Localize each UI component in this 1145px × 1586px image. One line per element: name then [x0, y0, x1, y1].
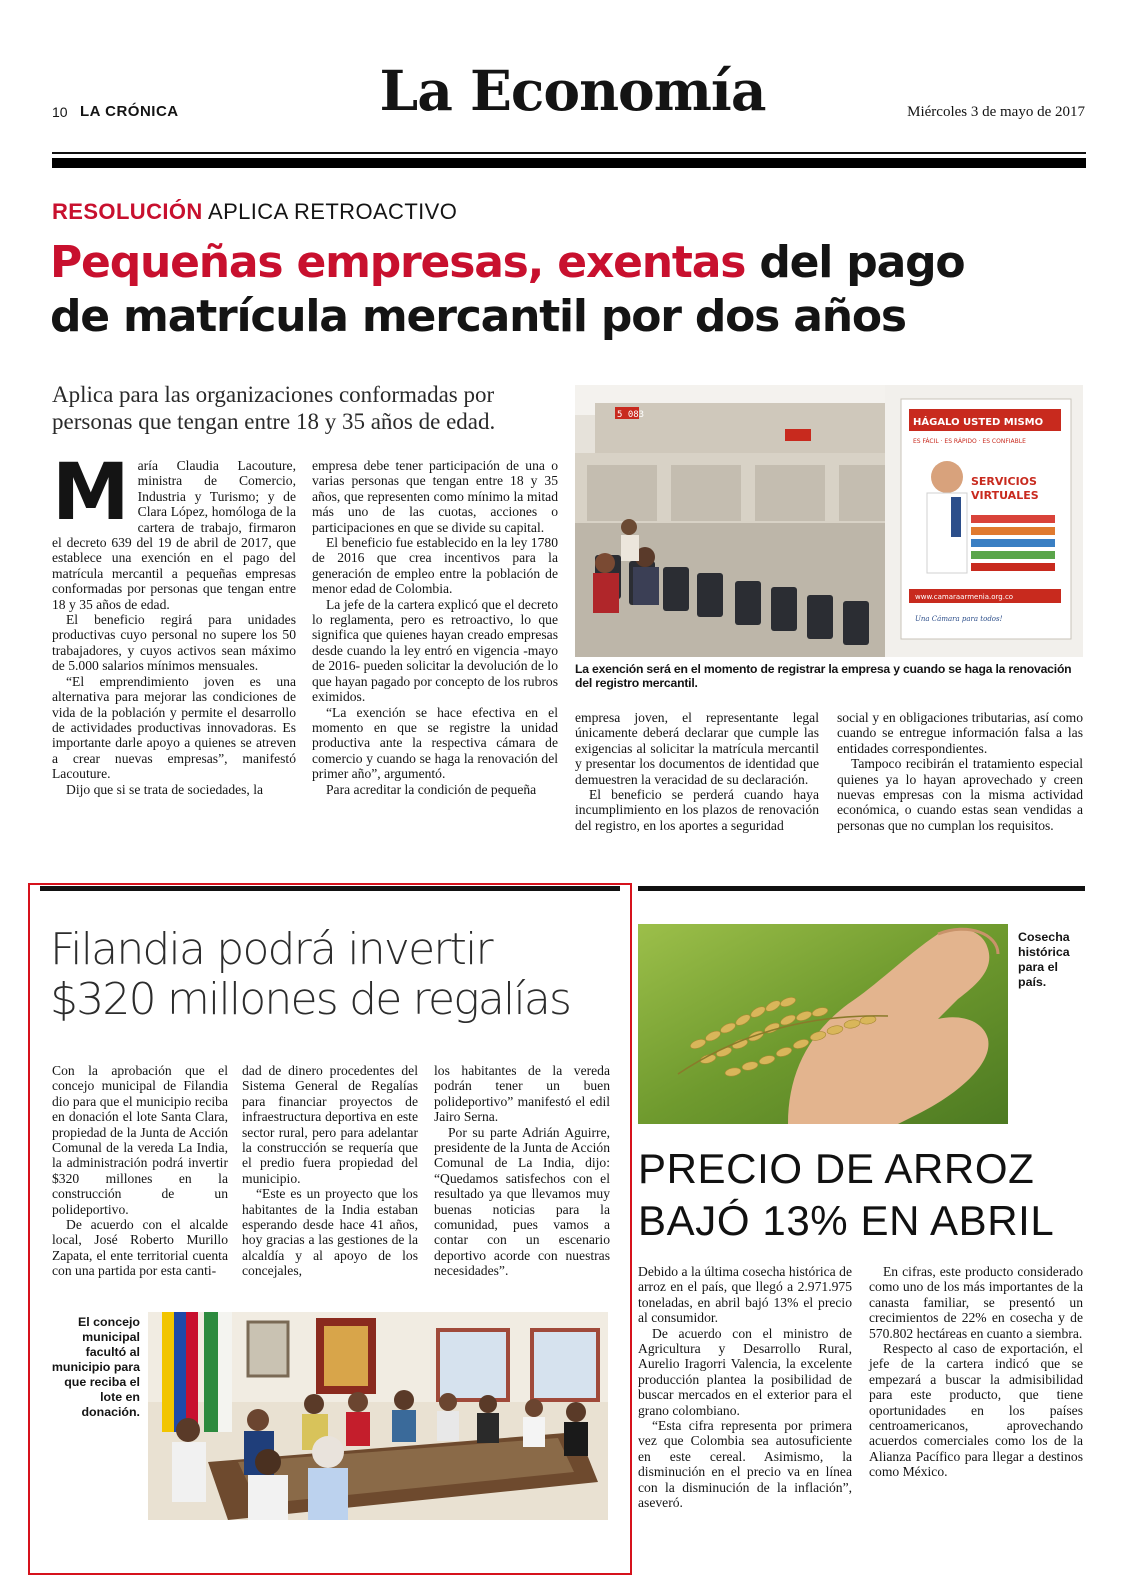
paragraph: El beneficio se perderá cuando haya incumplimiento en los plazos de renovación del registro, en los aportes a seguridad [575, 787, 819, 833]
kicker-subtitle: APLICA RETROACTIVO [208, 199, 458, 224]
paragraph: El beneficio fue establecido en la ley 1780 de 2016 que crea incentivos para la generación de empleo entre la población de menor edad de Colombia. [312, 535, 558, 597]
main-column-3 [575, 710, 819, 833]
filandia-headline-line-1: Filandia podrá invertir [50, 924, 492, 975]
paragraph: “Este es un proyecto que los habitantes de la India estaban esperando desde hace 41 años, hoy gracias a las gestiones de la alcaldía y al apoyo de los concejales, [242, 1186, 418, 1279]
headline-line-2: de matrícula mercantil por dos años [50, 291, 906, 342]
page-number: 10 [52, 104, 68, 120]
paragraph: los habitantes de la vereda podrán tener un buen polideportivo” manifestó el edil Jairo Serna. [434, 1063, 610, 1125]
poster-url: www.camaraarmenia.org.co [915, 593, 1014, 601]
headline-black-part: del pago [759, 237, 965, 288]
drop-cap: M [52, 448, 130, 538]
paragraph: El beneficio regirá para unidades productivas cuyo personal no supere los 50 trabajadores, y cuyos activos sean máximo de 5.000 salarios mínimos mensuales. [52, 612, 296, 674]
paragraph: “La exención se hace efectiva en el momento en que se registre la unidad productiva ante la respectiva cámara de comercio y cuando se haga la renovación del primer año”, argumentó. [312, 704, 558, 782]
poster-tagline: Una Cámara para todos! [915, 615, 1003, 623]
paragraph: María Claudia Lacouture, ministra de Comercio, Industria y Turismo; y de Clara López, homóloga de la cartera de trabajo, firmaron el decreto 639 del 19 de abril de 2017, que establece una exención en el pago del matrícula mercantil a pequeñas empresas conformadas por personas que tengan entre 18 y 35 años de edad. [52, 448, 296, 612]
paragraph: “El emprendimiento joven es una alternativa para mejorar las condiciones de vida de la población y permite el desarrollo de actividades productivas innovadoras. Es importante darle apoyo a quienes se atreven a crear nuevas empresas”, manifestó Lacouture. [52, 673, 296, 782]
paragraph: Dijo que si se trata de sociedades, la [66, 781, 264, 797]
paragraph: social y en obligaciones tributarias, así como cuando se entregue información falsa a las entidades correspondientes. [837, 710, 1083, 756]
rice-hand-illustration [638, 924, 1008, 1124]
arroz-column-1 [638, 1264, 852, 1511]
paragraph: Por su parte Adrián Aguirre, presidente de la Junta de Acción Comunal de La India, dijo: “Quedamos satisfechos con el resultado ya que llevamos muy buenas noticias para la comunidad, pues vamos a contar con un escenario deportivo acorde con nuestras necesidades”. [434, 1124, 610, 1279]
arroz-column-2 [869, 1264, 1083, 1480]
headline-red-part: Pequeñas empresas, exentas [50, 237, 746, 288]
council-meeting-illustration [148, 1312, 608, 1520]
paragraph: En cifras, este producto considerado como uno de los más importantes de la canasta familiar, se presentó un crecimientos de 22% en cosecha y de 570.802 hectáreas en cuanto a siembra. [869, 1264, 1083, 1341]
section-title: La Economía [379, 58, 766, 123]
story-kicker [52, 199, 457, 225]
paragraph: De acuerdo con el alcalde local, José Roberto Murillo Zapata, el ente territorial cuenta con una partida por esta canti- [52, 1217, 228, 1279]
rice-harvest-photo [638, 924, 1008, 1124]
paragraph: Para acreditar la condición de pequeña [326, 781, 537, 797]
paragraph: De acuerdo con el ministro de Agricultura y Desarrollo Rural, Aurelio Iragorri Valencia, la excelente producción plantea la posibilidad de buscar mercados en el exterior para el grano colombiano. [638, 1325, 852, 1418]
main-column-1 [52, 448, 296, 797]
issue-date: Miércoles 3 de mayo de 2017 [907, 104, 1085, 120]
story-deck: Aplica para las organizaciones conformadas por personas que tengan entre 18 y 35 años de edad. [52, 382, 496, 434]
filandia-top-rule [40, 886, 620, 891]
poster-heading: HÁGALO USTED MISMO [913, 417, 1044, 428]
counter-number: 5 083 [617, 410, 645, 420]
paragraph: Respecto al caso de exportación, el jefe de la cartera indicó que se empezará a buscar la admisibilidad para este producto, que tiene oportunidades en los países centroamericanos, aprovechando acuerdos comerciales como los de la Alianza Pacífico para llegar a destinos como México. [869, 1341, 1083, 1480]
paragraph: empresa debe tener participación de una o varias personas que tengan entre 18 y 35 años, que representen como mínimo la mitad más uno de las cuotas, acciones o participaciones en que se divide su capital. [312, 458, 558, 535]
paragraph: Tampoco recibirán el tratamiento especial quienes ya lo hayan aprovechado y creen nuevas empresas con la misma actividad económica, o cuando estas sean vendidas a personas que no cumplan los requisitos. [837, 756, 1083, 833]
office-illustration [575, 385, 1083, 657]
arroz-headline [638, 1143, 1098, 1247]
masthead-rule-thick [52, 158, 1086, 168]
kicker-label: RESOLUCIÓN [52, 199, 203, 224]
paragraph: dad de dinero procedentes del Sistema General de Regalías para financiar proyectos de infraestructura deportiva en este sector rural, pero para adelantar la construcción se requería que el predio fuera propiedad del municipio. [242, 1063, 418, 1186]
poster-services-2: VIRTUALES [971, 489, 1039, 502]
filandia-headline-line-2: $320 millones de regalías [50, 974, 571, 1025]
arroz-top-rule [638, 886, 1085, 891]
masthead-rule-thin [52, 152, 1086, 154]
arroz-headline-line-1: PRECIO DE ARROZ [638, 1145, 1035, 1192]
paragraph: empresa joven, el representante legal únicamente deberá declarar que cumple las exigencias al solicitar la matrícula mercantil y presentar los documentos de identidad que demuestren la veracidad de su declaración. [575, 710, 819, 787]
office-photo-caption: La exención será en el momento de registrar la empresa y cuando se haga la renovación del registro mercantil. [575, 662, 1072, 690]
main-headline [50, 236, 1100, 344]
office-photo [575, 385, 1083, 657]
paragraph: “Esta cifra representa por primera vez que Colombia sea autosuficiente en este cereal. Asimismo, la disminución en el precio va en línea con la disminución de la inflación”, aseveró. [638, 1418, 852, 1511]
council-photo-caption: El concejo municipal facultó al municipio para que reciba el lote en donación. [51, 1315, 140, 1419]
council-meeting-photo [148, 1312, 608, 1520]
filandia-column-1 [52, 1063, 228, 1279]
paragraph: La jefe de la cartera explicó que el decreto lo reglamenta, pero es retroactivo, lo que significa que quienes hayan creado empresas desde cuando la ley entró en vigencia -mayo de 2016- pueden solicitar la devolución de lo que hayan pagado por concepto de los rubros eximidos. [312, 596, 558, 705]
rice-photo-caption: Cosecha histórica para el país. [1018, 930, 1070, 989]
poster-services-1: SERVICIOS [971, 475, 1037, 488]
filandia-column-2 [242, 1063, 418, 1279]
arroz-headline-line-2: BAJÓ 13% EN ABRIL [638, 1197, 1055, 1244]
poster-subheading: ES FÁCIL · ES RÁPIDO · ES CONFIABLE [913, 438, 1026, 445]
paragraph: Con la aprobación que el concejo municipal de Filandia dio para que el municipio reciba en donación el lote Santa Clara, propiedad de la Junta de Acción Comunal de la vereda La India, la administración podrá invertir $320 millones en la construcción de un polideportivo. [52, 1063, 228, 1217]
newspaper-name: LA CRÓNICA [80, 103, 179, 120]
paragraph: Debido a la última cosecha histórica de arroz en el país, que llegó a 2.971.975 toneladas, en abril bajó 13% el precio al consumidor. [638, 1264, 852, 1326]
filandia-column-3 [434, 1063, 610, 1279]
main-column-4 [837, 710, 1083, 833]
filandia-headline [50, 925, 630, 1025]
main-column-2 [312, 458, 558, 797]
